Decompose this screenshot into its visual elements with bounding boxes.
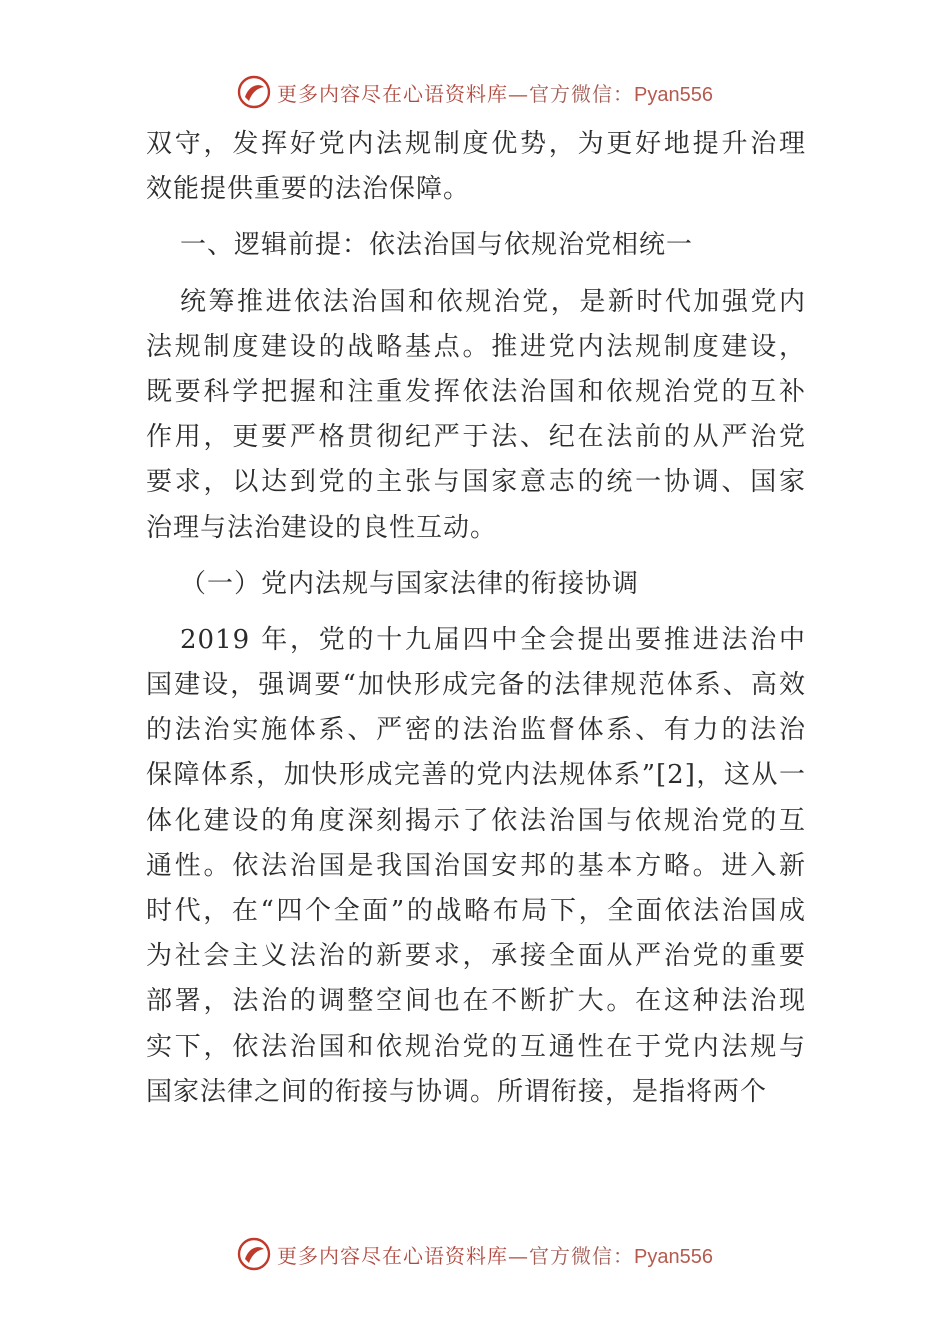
library-logo-icon [237,75,271,109]
text-line: 既要科学把握和注重发挥依法治国和依规治党的互补 [146,376,806,407]
document-body [146,122,806,1115]
text-line: 部署，法治的调整空间也在不断扩大。在这种法治现 [146,986,806,1017]
paragraph-gap [146,269,806,280]
banner-dash: — [508,1243,530,1268]
section-heading [146,562,806,607]
body-paragraph [146,122,806,212]
text-line: 一、逻辑前提：依法治国与依规治党相统一 [180,230,694,261]
banner-prefix: 更多内容尽在心语资料库 [277,1243,509,1268]
banner-text [277,78,713,107]
footer-banner [0,1234,950,1274]
text-line: 体化建设的角度深刻揭示了依法治国与依规治党的互 [146,805,806,836]
banner-dash: — [508,81,530,106]
wechat-label: 官方微信： [529,1243,635,1268]
text-line: 效能提供重要的法治保障。 [146,174,471,205]
body-paragraph [146,618,806,1115]
wechat-id: Pyan556 [634,1245,713,1268]
body-paragraph [146,280,806,551]
text-line: 保障体系，加快形成完善的党内法规体系”[2]，这从一 [146,760,806,791]
text-line: 作用，更要严格贯彻纪严于法、纪在法前的从严治党 [146,422,806,453]
text-line: 要求，以达到党的主张与国家意志的统一协调、国家 [146,467,806,498]
wechat-id: Pyan556 [634,83,713,106]
banner-text [277,1240,713,1269]
text-line: 为社会主义法治的新要求，承接全面从严治党的重要 [146,941,806,972]
text-line: 统筹推进依法治国和依规治党，是新时代加强党内 [180,286,806,317]
text-line: 法规制度建设的战略基点。推进党内法规制度建设， [146,331,806,362]
paragraph-gap [146,607,806,618]
text-line: 时代，在“四个全面”的战略布局下，全面依法治国成 [146,896,806,926]
text-line: （一）党内法规与国家法律的衔接协调 [180,568,640,599]
banner-prefix: 更多内容尽在心语资料库 [277,81,509,106]
text-line: 治理与法治建设的良性互动。 [146,512,498,543]
text-line: 国建设，强调要“加快形成完备的法律规范体系、高效 [146,670,806,701]
header-banner [0,72,950,112]
paragraph-gap [146,212,806,223]
library-logo-icon [237,1237,271,1271]
wechat-label: 官方微信： [529,81,635,106]
text-line: 通性。依法治国是我国治国安邦的基本方略。进入新 [146,850,806,881]
text-line: 实下，依法治国和依规治党的互通性在于党内法规与 [146,1031,806,1062]
text-line: 双守，发挥好党内法规制度优势，为更好地提升治理 [146,129,806,159]
paragraph-gap [146,551,806,562]
text-line: 2019 年，党的十九届四中全会提出要推进法治中 [180,624,806,655]
text-line: 国家法律之间的衔接与协调。所谓衔接，是指将两个 [146,1076,768,1107]
text-line: 的法治实施体系、严密的法治监督体系、有力的法治 [146,715,806,746]
section-heading [146,223,806,268]
